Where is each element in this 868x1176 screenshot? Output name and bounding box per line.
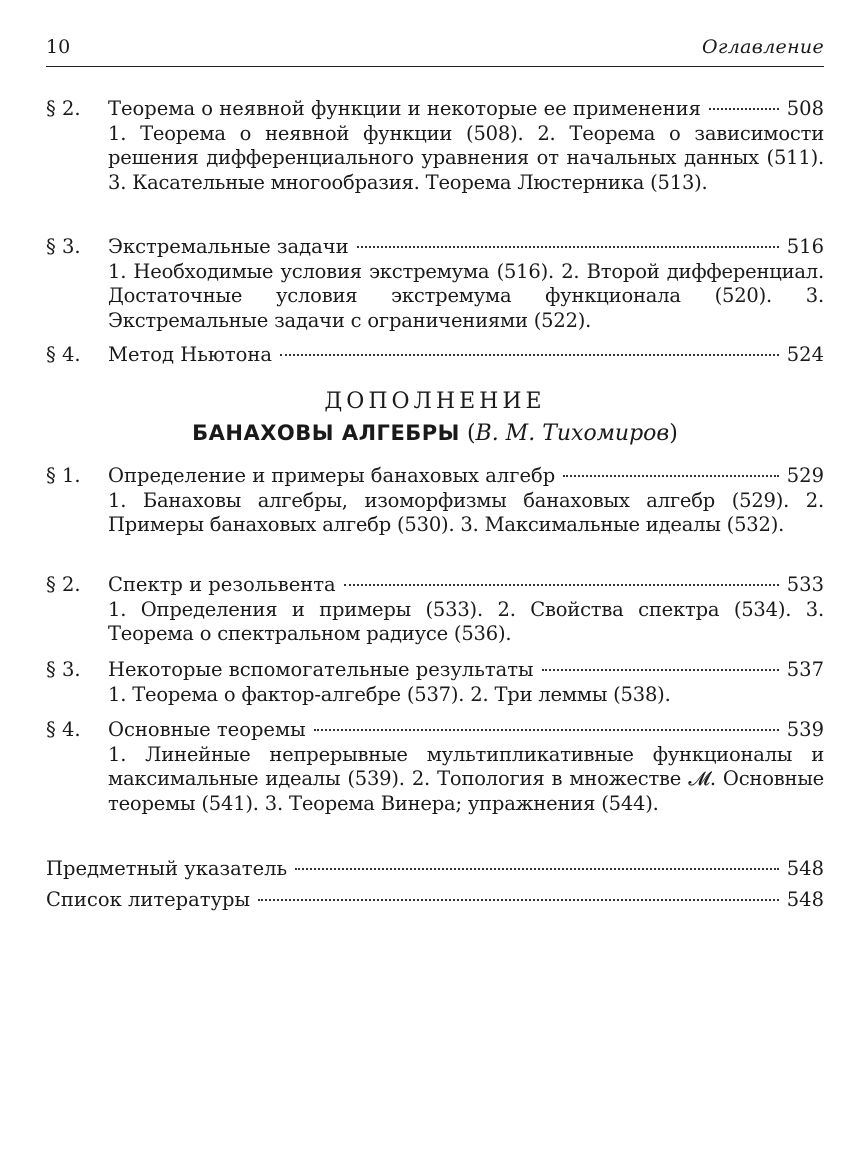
- dot-leader: [295, 868, 779, 870]
- toc-entry: [46, 573, 824, 649]
- page-ref: 548: [786, 888, 824, 911]
- entry-description: 1. Определения и примеры (533). 2. Свойства спектра (534). 3. Теорема о спектральном радиусе (536).: [108, 597, 824, 645]
- entry-title: Предметный указатель: [46, 857, 288, 880]
- entry-title-line: [108, 97, 824, 122]
- entry-title: Определение и примеры банаховых алгебр: [108, 464, 556, 487]
- section-number: § 2.: [46, 97, 81, 120]
- dot-leader: [314, 729, 779, 731]
- section-number: § 3.: [46, 658, 81, 681]
- toc-entry: [46, 857, 824, 883]
- toc-entry: [46, 658, 824, 710]
- entry-title: Экстремальные задачи: [108, 235, 349, 258]
- entry-title-line: [108, 343, 824, 368]
- appendix-author: В. М. Тихомиров: [475, 421, 670, 446]
- section-number: § 3.: [46, 235, 81, 258]
- toc-entry: [46, 464, 824, 564]
- page-ref: 539: [786, 718, 824, 741]
- entry-title: Спектр и резольвента: [108, 573, 336, 596]
- appendix-title-text: БАНАХОВЫ АЛГЕБРЫ: [192, 421, 460, 445]
- entry-title: Основные теоремы: [108, 718, 306, 741]
- appendix-label: ДОПОЛНЕНИЕ: [324, 389, 546, 414]
- entry-description: 1. Теорема о неявной функции (508). 2. Теорема о зависимости решения дифференциального уравнения от начальных данных (511). 3. Касательные многообразия. Теорема Люстерника (513).: [108, 121, 824, 194]
- paren-open: (: [459, 421, 476, 446]
- entry-description: 1. Банаховы алгебры, изоморфизмы банаховых алгебр (529). 2. Примеры банаховых алгебр (530). 3. Максимальные идеалы (532).: [108, 488, 824, 536]
- page-ref: 524: [786, 343, 824, 366]
- entry-title-line: [108, 573, 824, 598]
- page-ref: 537: [786, 658, 824, 681]
- page-ref: 508: [786, 97, 824, 120]
- page-ref: 516: [786, 235, 824, 258]
- page-ref: 548: [786, 857, 824, 880]
- entry-title-line: [108, 658, 824, 683]
- page-ref: 533: [786, 573, 824, 596]
- dot-leader: [344, 584, 779, 586]
- dot-leader: [542, 669, 779, 671]
- entry-title: Теорема о неявной функции и некоторые ее применения: [108, 97, 701, 120]
- toc-entry: [46, 97, 824, 221]
- section-number: § 4.: [46, 343, 81, 366]
- entry-title: Метод Ньютона: [108, 343, 272, 366]
- section-number: § 4.: [46, 718, 81, 741]
- dot-leader: [258, 899, 779, 901]
- section-number: § 1.: [46, 464, 81, 487]
- dot-leader: [357, 246, 779, 248]
- entry-description: 1. Необходимые условия экстремума (516). 2. Второй дифференциал. Достаточные условия экстремума функционала (520). 3. Экстремальные задачи с ограничениями (522).: [108, 259, 824, 332]
- section-number: § 2.: [46, 573, 81, 596]
- running-title: Оглавление: [701, 36, 824, 58]
- entry-title-line: [108, 235, 824, 260]
- entry-description: 1. Теорема о фактор-алгебре (537). 2. Три леммы (538).: [108, 682, 671, 706]
- toc-entry: [46, 235, 824, 335]
- page-ref: 529: [786, 464, 824, 487]
- toc-entry: [46, 343, 824, 369]
- paren-close: ): [669, 421, 678, 446]
- entry-title: Список литературы: [46, 888, 251, 911]
- entry-title-line: [108, 464, 824, 489]
- entry-title-line: [108, 718, 824, 743]
- page-header: [46, 34, 824, 67]
- dot-leader: [280, 354, 779, 356]
- toc-entry: [46, 718, 824, 842]
- appendix-title: [46, 421, 824, 446]
- entry-title: Некоторые вспомогательные результаты: [108, 658, 534, 681]
- dot-leader: [563, 475, 779, 477]
- dot-leader: [709, 108, 779, 110]
- entry-title-line: [46, 888, 824, 913]
- entry-description: 1. Линейные непрерывные мультипликативные функционалы и максимальные идеалы (539). 2. Топология в множестве 𝓜. Основные теоремы (541). 3. Теорема Винера; упражнения (544).: [108, 742, 824, 815]
- toc-entry: [46, 888, 824, 914]
- page-number: 10: [46, 36, 71, 58]
- entry-title-line: [46, 857, 824, 882]
